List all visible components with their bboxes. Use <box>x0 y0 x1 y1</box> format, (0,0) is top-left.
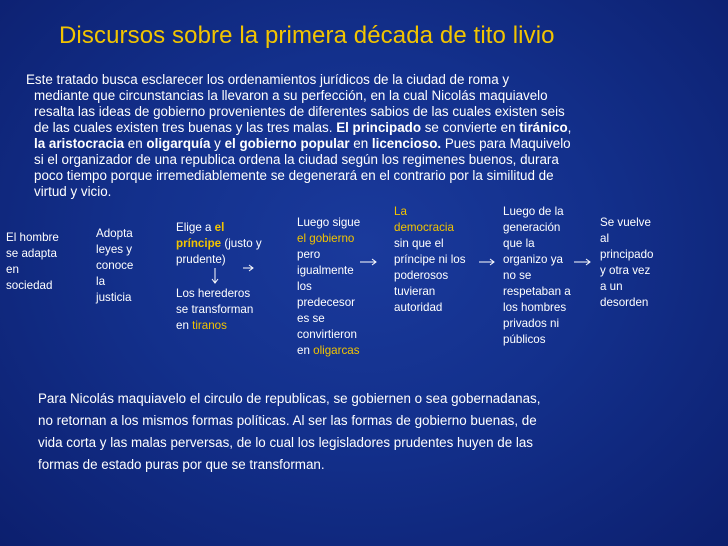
intro-line: virtud y vicio. <box>34 184 112 199</box>
term-tiranico: tiránico <box>519 120 568 135</box>
closing-paragraph <box>38 388 698 476</box>
flow-text: convirtieron <box>297 328 357 341</box>
flow-highlight: tiranos <box>192 319 227 332</box>
term-principado: El principado <box>336 120 422 135</box>
intro-text: y <box>210 136 225 151</box>
flow-text: principado <box>600 248 654 261</box>
flow-highlight: el gobierno <box>297 232 355 245</box>
flow-text: no se <box>503 269 532 282</box>
flow-text: poderosos <box>394 269 449 282</box>
intro-line: mediante que circunstancias la llevaron a su perfección, en la cual Nicolás maquiavelo <box>34 88 548 103</box>
closing-line: Para Nicolás maquiavelo el circulo de republicas, se gobiernen o sea gobernadanas, <box>38 391 541 406</box>
flow-highlight: el <box>214 221 225 234</box>
flow-text: los <box>297 280 312 293</box>
flow-text: Los herederos <box>176 287 251 300</box>
flow-text: prudente) <box>176 253 226 266</box>
flow-text: Se vuelve <box>600 216 651 229</box>
flow-text: en <box>176 319 193 332</box>
flow-text: en <box>6 263 19 276</box>
flow-text: tuvieran <box>394 285 436 298</box>
intro-text: en <box>124 136 147 151</box>
intro-line: resalta las ideas de gobierno provenientes de diferentes sabios de las cuales existen seis <box>34 104 565 119</box>
flow-text: sin que el <box>394 237 444 250</box>
flow-text: príncipe ni los <box>394 253 466 266</box>
flow-text: en <box>297 344 314 357</box>
flow-highlight: democracia <box>394 221 454 234</box>
flow-text: desorden <box>600 296 649 309</box>
flow-text: los hombres <box>503 301 567 314</box>
flow-text: conoce <box>96 259 134 272</box>
flow-text: Luego sigue <box>297 216 361 229</box>
intro-text: en <box>349 136 372 151</box>
flow-text: se adapta <box>6 247 57 260</box>
flow-text: organizo ya <box>503 253 563 266</box>
flow-text: predecesor <box>297 296 356 309</box>
intro-line: poco tiempo porque irremediablemente se degenerará en el contrario por la similitud de <box>34 168 554 183</box>
flow-text: pero <box>297 248 321 261</box>
flow-text: a un <box>600 280 623 293</box>
term-oligarquia: oligarquía <box>146 136 211 151</box>
intro-text: Pues para Maquivelo <box>441 136 571 151</box>
flow-text: igualmente <box>297 264 354 277</box>
flow-text: Adopta <box>96 227 133 240</box>
flow-text: respetaban a <box>503 285 571 298</box>
closing-line: no retornan a los mismos formas políticas. Al ser las formas de gobierno buenas, de <box>38 413 537 428</box>
flow-text: sociedad <box>6 279 53 292</box>
flow-text: públicos <box>503 333 546 346</box>
intro-line: si el organizador de una republica ordena la ciudad según los regimenes buenos, durara <box>34 152 559 167</box>
flow-text: privados ni <box>503 317 560 330</box>
flow-text: al <box>600 232 610 245</box>
flow-text: y otra vez <box>600 264 651 277</box>
slide-title: Discursos sobre la primera década de tito livio <box>59 22 555 49</box>
flow-text: generación <box>503 221 561 234</box>
flow-text: Luego de la <box>503 205 564 218</box>
intro-text: se convierte en <box>421 120 520 135</box>
flow-highlight: La <box>394 205 407 218</box>
flow-text: (justo y <box>221 237 262 250</box>
flow-text: El hombre <box>6 231 59 244</box>
flow-highlight: príncipe <box>176 237 222 250</box>
closing-line: vida corta y las malas perversas, de lo cual los legisladores prudentes huyen de las <box>38 435 533 450</box>
intro-line: Este tratado busca esclarecer los ordenamientos jurídicos de la ciudad de roma y <box>26 72 510 87</box>
flow-text: Elige a <box>176 221 215 234</box>
term-gobierno-popular: el gobierno popular <box>224 136 350 151</box>
flow-text: se transforman <box>176 303 254 316</box>
closing-line: formas de estado puras por que se transforman. <box>38 457 325 472</box>
flow-text: justicia <box>96 291 132 304</box>
intro-text: , <box>567 120 572 135</box>
term-licencioso: licencioso. <box>371 136 442 151</box>
flow-text: leyes y <box>96 243 133 256</box>
flow-highlight: oligarcas <box>313 344 360 357</box>
flow-text: es se <box>297 312 325 325</box>
flow-text: que la <box>503 237 535 250</box>
flow-text: la <box>96 275 106 288</box>
intro-text: de las cuales existen tres buenas y las tres malas. <box>34 120 337 135</box>
term-aristocracia: la aristocracia <box>34 136 125 151</box>
flow-text: autoridad <box>394 301 443 314</box>
